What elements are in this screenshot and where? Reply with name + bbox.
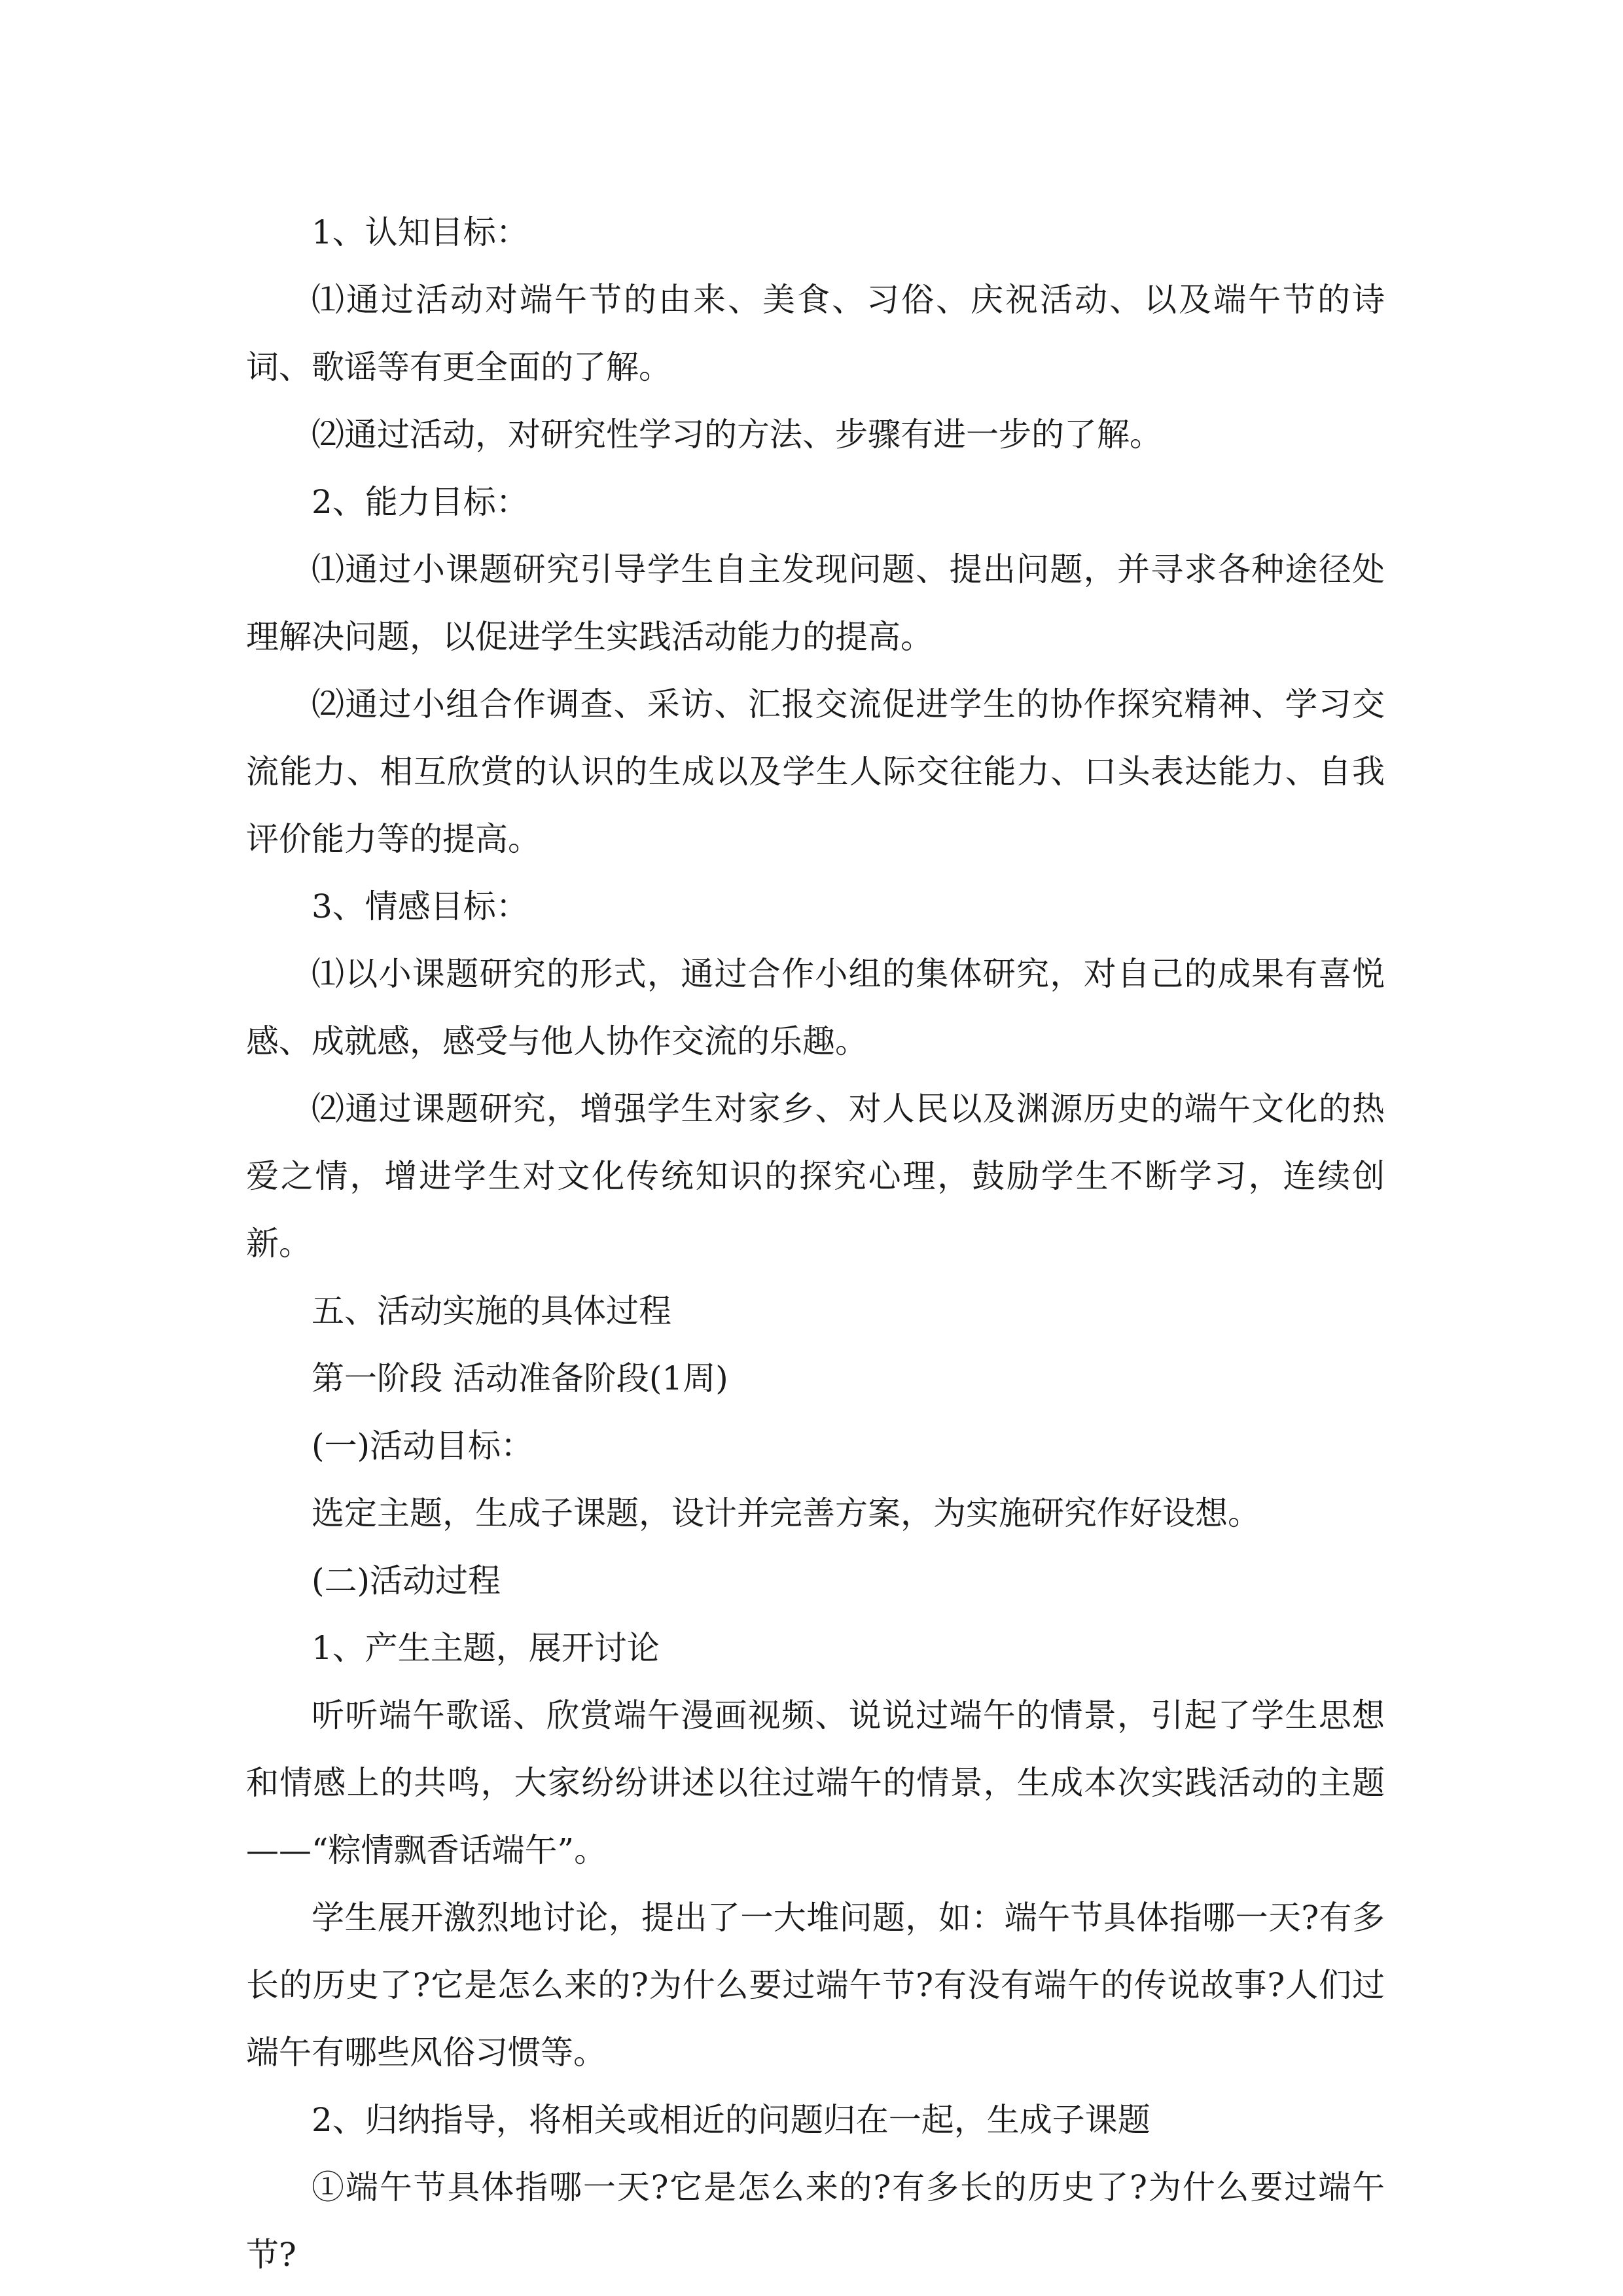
paragraph: 听听端午歌谣、欣赏端午漫画视频、说说过端午的情景，引起了学生思想和情感上的共鸣，大家纷纷讲述以往过端午的情景，生成本次实践活动的主题——“粽情飘香话端午”。 [246, 1696, 1385, 1869]
heading-emotional-goals: 3、情感目标： [312, 888, 529, 925]
paragraph: ⑴通过活动对端午节的由来、美食、习俗、庆祝活动、以及端午节的诗词、歌谣等有更全面的了解。 [246, 281, 1385, 386]
paragraph: 学生展开激烈地讨论，提出了一大堆问题，如：端午节具体指哪一天?有多长的历史了?它是怎么来的?为什么要过端午节?有没有端午的传说故事?人们过端午有哪些风俗习惯等。 [246, 1899, 1385, 2072]
paragraph: ⑵通过活动，对研究性学习的方法、步骤有进一步的了解。 [312, 416, 1162, 454]
section-heading-implementation: 五、活动实施的具体过程 [312, 1292, 671, 1330]
paragraph: ⑵通过小组合作调查、采访、汇报交流促进学生的协作探究精神、学习交流能力、相互欣赏的认识的生成以及学生人际交往能力、口头表达能力、自我评价能力等的提高。 [246, 685, 1385, 858]
stage-heading: 第一阶段 活动准备阶段(1周) [312, 1359, 728, 1397]
document-body [246, 199, 1385, 2289]
paragraph: ⑵通过课题研究，增强学生对家乡、对人民以及渊源历史的端午文化的热爱之情，增进学生对文化传统知识的探究心理，鼓励学生不断学习，连续创新。 [246, 1090, 1385, 1263]
subheading-activity-goals: (一)活动目标： [312, 1427, 534, 1465]
subheading-activity-process: (二)活动过程 [312, 1562, 501, 1600]
step-heading: 2、归纳指导，将相关或相近的问题归在一起，生成子课题 [312, 2101, 1150, 2139]
step-heading: 1、产生主题，展开讨论 [312, 1629, 660, 1667]
paragraph: ⑴通过小课题研究引导学生自主发现问题、提出问题，并寻求各种途径处理解决问题，以促进学生实践活动能力的提高。 [246, 550, 1385, 656]
paragraph: 选定主题，生成子课题，设计并完善方案，为实施研究作好设想。 [312, 1494, 1260, 1532]
paragraph: ⑴以小课题研究的形式，通过合作小组的集体研究，对自己的成果有喜悦感、成就感，感受与他人协作交流的乐趣。 [246, 955, 1385, 1060]
heading-cognitive-goals: 1、认知目标： [312, 213, 529, 251]
list-item: ①端午节具体指哪一天?它是怎么来的?有多长的历史了?为什么要过端午节? [246, 2168, 1385, 2274]
heading-ability-goals: 2、能力目标： [312, 483, 529, 521]
